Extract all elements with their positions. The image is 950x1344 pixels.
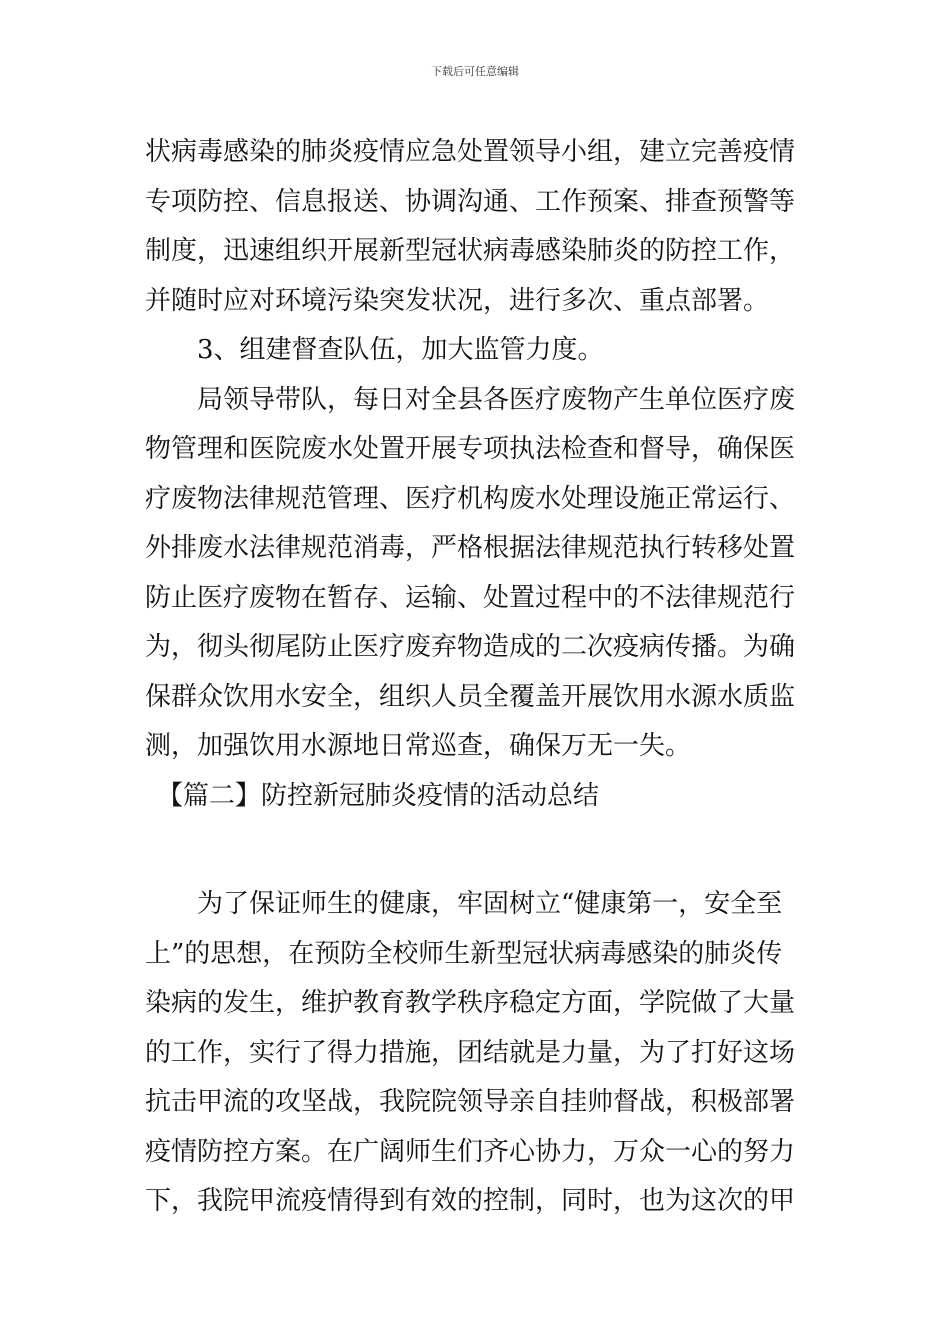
paragraph-line: 染病的发生，维护教育教学秩序稳定方面，学院做了大量: [145, 988, 796, 1018]
paragraph-line: 物管理和医院废水处置开展专项执法检查和督导，确保医: [145, 434, 796, 464]
document-body: [145, 128, 815, 1227]
paragraph-line: 专项防控、信息报送、协调沟通、工作预案、排查预警等: [145, 186, 796, 217]
paragraph-line: 上”的思想，在预防全校师生新型冠状病毒感染的肺炎传: [145, 938, 783, 969]
paragraph-line: 防止医疗废物在暂存、运输、处置过程中的不法律规范行: [145, 582, 796, 613]
paragraph-line: 为了保证师生的健康，牢固树立“健康第一，安全至: [197, 889, 783, 919]
paragraph-line: 状病毒感染的肺炎疫情应急处置领导小组，建立完善疫情: [145, 137, 796, 167]
paragraph-line: 外排废水法律规范消毒，严格根据法律规范执行转移处置: [145, 533, 796, 563]
paragraph-line: 疗废物法律规范管理、医疗机构废水处理设施正常运行、: [145, 483, 796, 514]
paragraph-line: 的工作，实行了得力措施，团结就是力量，为了打好这场: [145, 1037, 796, 1068]
section-title: 【篇二】防控新冠肺炎疫情的活动总结: [157, 780, 600, 811]
paragraph-line: 并随时应对环境污染突发状况，进行多次、重点部署。: [145, 285, 770, 316]
paragraph-line: 保群众饮用水安全，组织人员全覆盖开展饮用水源水质监: [145, 681, 796, 712]
paragraph-line: 疫情防控方案。在广阔师生们齐心协力，万众一心的努力: [145, 1136, 796, 1167]
section-spacer: [145, 821, 815, 880]
subheading: 3、组建督查队伍，加大监管力度。: [197, 335, 604, 365]
paragraph-line: 制度，迅速组织开展新型冠状病毒感染肺炎的防控工作，: [145, 236, 796, 266]
page-header: 下载后可任意编辑: [431, 65, 519, 78]
paragraph-line: 下，我院甲流疫情得到有效的控制，同时，也为这次的甲: [145, 1186, 796, 1216]
paragraph-line: 抗击甲流的攻坚战，我院院领导亲自挂帅督战，积极部署: [145, 1087, 796, 1117]
paragraph-line: 为，彻头彻尾防止医疗废弃物造成的二次疫病传播。为确: [145, 632, 796, 662]
paragraph-line: 测，加强饮用水源地日常巡查，确保万无一失。: [145, 731, 692, 761]
paragraph-line: 局领导带队，每日对全县各医疗废物产生单位医疗废: [197, 384, 796, 415]
